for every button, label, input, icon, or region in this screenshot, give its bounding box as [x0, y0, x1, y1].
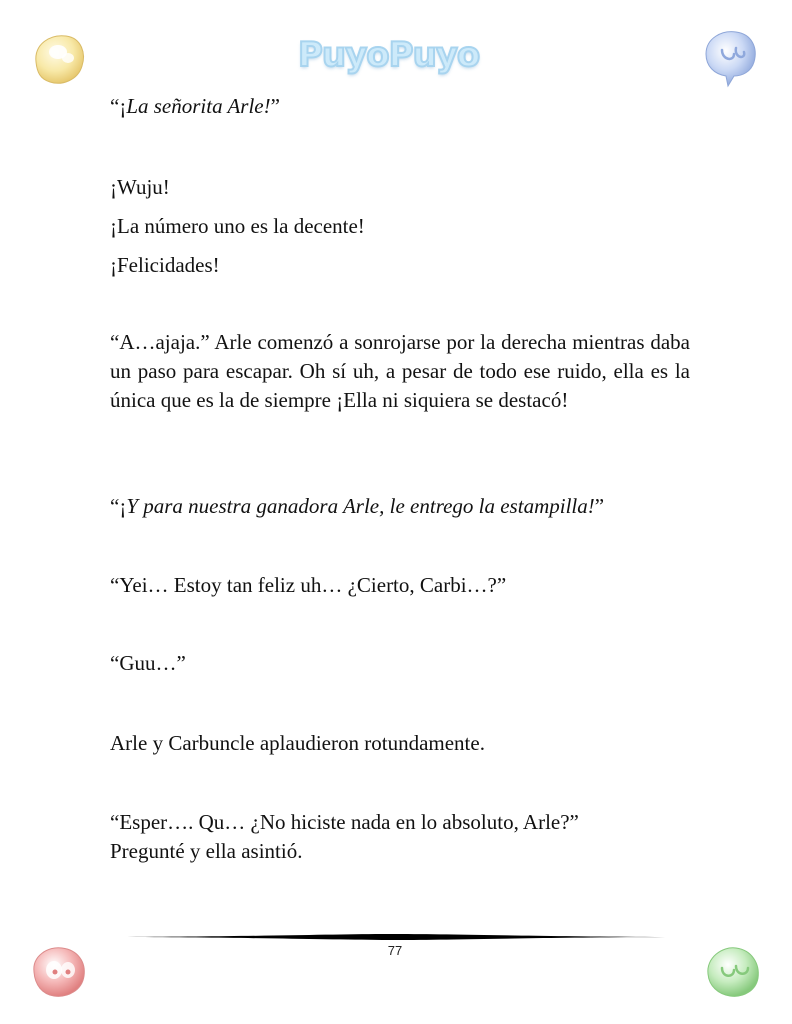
- quote-open: “¡: [110, 494, 127, 518]
- line-1: “Esper…. Qu… ¿No hiciste nada en lo absoluto, Arle?”: [110, 810, 579, 834]
- quote-open: “¡: [110, 94, 127, 118]
- paragraph-10: [110, 808, 690, 866]
- paragraph-2: ¡Wuju!: [110, 175, 170, 199]
- paragraph-1: [110, 92, 690, 121]
- paragraph-3: ¡La número uno es la decente!: [110, 214, 365, 238]
- paragraph-5: “A…ajaja.” Arle comenzó a sonrojarse por la derecha mientras daba un paso para escapar. Oh sí uh, a pesar de todo ese ruido, ella es la única que es la de siempre ¡Ella ni siquiera se destacó!: [110, 330, 690, 412]
- quote-close: ”: [594, 494, 605, 518]
- italic-text: La señorita Arle!: [126, 94, 271, 118]
- paragraph-7: “Yei… Estoy tan feliz uh… ¿Cierto, Carbi…?”: [110, 573, 507, 597]
- paragraph-9: Arle y Carbuncle aplaudieron rotundamente.: [110, 731, 485, 755]
- red-puyo-icon: [28, 940, 90, 1002]
- blue-puyo-icon: [700, 26, 762, 88]
- footer-divider: [116, 933, 676, 941]
- logo-text: PuyoPuyo: [298, 35, 480, 75]
- puyopuyo-logo: [298, 30, 480, 80]
- yellow-puyo-icon: [28, 28, 90, 90]
- green-puyo-icon: [702, 940, 764, 1002]
- page-number: 77: [387, 943, 403, 958]
- quote-close: ”: [270, 94, 280, 118]
- paragraph-4: ¡Felicidades!: [110, 253, 220, 277]
- italic-text: Y para nuestra ganadora Arle, le entrego la estampilla!: [126, 494, 595, 518]
- paragraph-8: “Guu…”: [110, 651, 186, 675]
- paragraph-6: [110, 492, 690, 521]
- line-2: Pregunté y ella asintió.: [110, 839, 303, 863]
